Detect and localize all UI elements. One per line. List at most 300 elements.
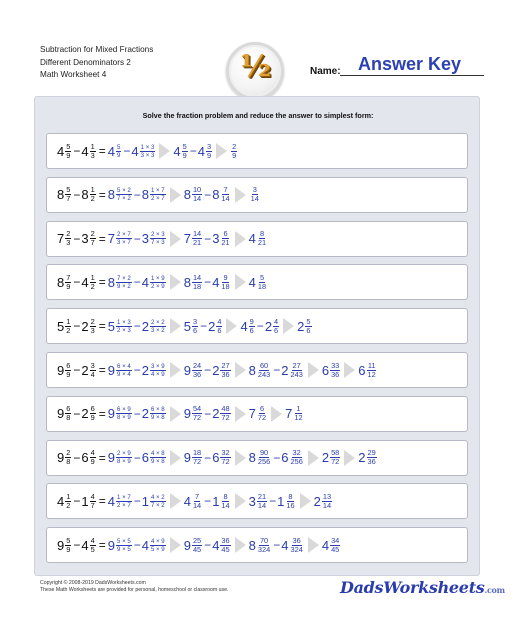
denominator: 9 × 5 [116,545,131,553]
whole-part: 2 [141,318,149,334]
fraction [65,493,71,510]
minus-sign: − [133,494,141,509]
whole-part: 4 [173,143,181,159]
equals-sign: = [98,363,106,377]
mixed-number [212,405,231,422]
whole-part: 7 [107,231,115,247]
whole-part: 9 [183,537,191,553]
numerator: 1 × 9 [150,274,165,282]
numerator: 25 [192,535,202,545]
answer-step [322,537,341,554]
equals-sign: = [98,319,106,334]
whole-part: 6 [358,362,366,378]
worksheet-subtitle: Different Denominators 2 [40,57,131,67]
subtraction-step [184,493,232,510]
whole-part: 3 [141,231,149,247]
fraction [220,274,230,291]
minus-sign: − [133,231,141,246]
arrow-right-icon [271,406,282,422]
numerator: 3 [252,185,257,195]
mixed-number [108,275,133,290]
arrow-right-icon [170,493,181,509]
fraction [231,143,237,160]
common-denominator-step [108,144,157,159]
denominator: 3 [90,150,95,160]
whole-part: 2 [313,493,321,509]
mixed-number [184,230,203,247]
denominator: 18 [221,281,230,291]
whole-part: 4 [183,493,191,509]
whole-part: 8 [212,187,220,203]
numerator: 6 [66,360,71,370]
denominator: 45 [331,544,340,554]
arrow-right-icon [235,274,246,290]
equals-sign: = [98,538,106,553]
whole-part: 6 [321,362,330,378]
mixed-number [142,538,167,553]
numerator: 3 × 9 [150,362,165,370]
whole-part: 7 [57,231,65,247]
denominator: 324 [257,544,271,554]
numerator: 6 [90,404,95,414]
whole-part: 7 [285,406,293,422]
arrow-right-icon [170,450,181,466]
arrow-right-icon [159,143,170,159]
numerator: 2 × 3 [150,231,165,239]
mixed-number [184,493,203,510]
numerator: 14 [192,229,202,239]
denominator: 2 × 3 [116,326,131,334]
dadsworksheets-logo [340,578,505,597]
denominator: 45 [221,544,230,554]
numerator: 2 × 2 [150,318,165,326]
minus-sign: − [204,275,212,290]
common-denominator-step [108,231,167,246]
whole-part: 2 [264,318,273,334]
answer-step [297,318,312,335]
numerator: 24 [192,360,202,370]
fraction [192,405,202,422]
whole-part: 4 [321,537,330,553]
denominator: 3 × 2 [150,326,165,334]
denominator: 9 [90,413,95,423]
whole-part: 7 [248,406,256,422]
problem-question [57,493,108,510]
mixed-number [198,143,213,160]
minus-sign: − [73,406,81,421]
problem-row [46,527,468,563]
arrow-right-icon [170,406,181,422]
numerator: 5 [182,141,187,151]
numerator: 5 × 2 [116,187,131,195]
denominator: 8 [66,457,71,467]
fraction [192,274,202,291]
numerator: 2 × 9 [116,450,131,458]
mixed-number [108,406,133,421]
whole-part: 4 [141,274,149,290]
mixed-number [212,186,231,203]
denominator: 243 [257,369,271,379]
arrow-right-icon [308,537,319,553]
whole-part: 8 [141,187,149,203]
fraction [116,319,132,334]
whole-part: 8 [107,274,115,290]
subtraction-step [249,449,305,466]
fraction [65,449,71,466]
denominator: 72 [331,457,340,467]
denominator: 256 [257,457,271,467]
numerator: 7 [194,491,200,501]
minus-sign: − [273,363,281,377]
numerator: 32 [292,448,301,458]
denominator: 72 [221,413,230,423]
whole-part: 9 [107,406,115,422]
arrow-right-icon [235,231,246,247]
subtraction-step [184,318,224,335]
numerator: 6 × 9 [116,406,131,414]
arrow-right-icon [170,362,181,378]
denominator: 21 [257,238,267,248]
fraction [257,537,271,554]
subtraction-step [184,362,232,379]
whole-part: 6 [212,450,220,466]
mixed-number [108,450,133,465]
whole-part: 4 [240,318,248,334]
fraction [150,231,166,246]
mixed-number [322,362,341,379]
whole-part: 1 [212,493,220,509]
numerator: 11 [367,360,376,370]
problem-question [57,230,108,247]
mixed-number [208,318,223,335]
mixed-number [230,143,238,160]
denominator: 16 [286,500,295,510]
answer-step [249,230,268,247]
fraction [220,449,230,466]
mixed-number [108,187,133,202]
mixed-number [142,406,167,421]
whole-part: 4 [57,143,65,159]
mixed-number [281,537,305,554]
fraction [116,538,132,553]
denominator: 72 [221,457,230,467]
fraction [220,405,230,422]
numerator: 4 × 8 [150,450,165,458]
denominator: 9 [232,150,237,160]
mixed-number [108,494,133,509]
mixed-number [249,230,268,247]
numerator: 36 [221,535,230,545]
mixed-number [108,538,133,553]
whole-part: 4 [107,143,115,159]
arrow-right-icon [170,274,181,290]
problems-panel [34,96,480,576]
denominator: 5 [90,544,95,554]
whole-part: 8 [107,187,115,203]
arrow-right-icon [283,318,294,334]
usage-line: These Math Worksheets are provided for personal, homeschool or classroom use. [40,587,229,593]
whole-part: 5 [107,318,115,334]
denominator: 7 [90,500,95,510]
numerator: 3 [192,316,198,326]
numerator: 6 [223,229,228,239]
arrow-right-icon [170,318,181,334]
instruction-text: Solve the fraction problem and reduce the answer to simplest form: [142,111,374,120]
whole-part: 5 [183,318,191,334]
denominator: 9 [66,150,71,160]
whole-part: 3 [81,231,89,247]
minus-sign: − [73,538,81,553]
numerator: 4 × 9 [150,537,165,545]
numerator: 18 [192,448,202,458]
denominator: 4 × 9 [150,370,165,378]
answer-step [249,405,268,422]
common-denominator-step [108,363,167,378]
mixed-number [81,493,96,510]
fraction [273,318,279,335]
minus-sign: − [204,187,212,202]
denominator: 2 [90,194,95,204]
fraction [367,449,377,466]
minus-sign: − [273,450,281,465]
mixed-number [184,405,203,422]
denominator: 18 [192,281,202,291]
whole-part: 8 [248,450,256,466]
denominator: 9 [66,369,71,379]
fraction [150,406,166,421]
mixed-number [322,537,341,554]
common-denominator-step [108,494,167,509]
mixed-number [57,362,72,379]
numerator: 2 [66,229,71,239]
problem-row [46,352,468,388]
denominator: 2 × 7 [150,195,165,203]
minus-sign: − [73,494,81,509]
minus-sign: − [133,450,141,465]
whole-part: 2 [297,318,305,334]
numerator: 5 × 5 [116,537,131,545]
footer-copyright [40,580,228,594]
fraction [192,537,202,554]
fraction [90,537,96,554]
fraction [150,275,166,290]
mixed-number [322,449,341,466]
mixed-number [142,450,167,465]
fraction [90,493,96,510]
mixed-number [81,537,96,554]
numerator: 7 [223,185,228,195]
numerator: 6 × 8 [150,406,165,414]
arrow-right-icon [170,231,181,247]
denominator: 4 [90,369,95,379]
denominator: 36 [331,369,340,379]
fraction [257,405,267,422]
whole-part: 4 [131,143,139,159]
minus-sign: − [73,319,81,334]
fraction [90,449,96,466]
fraction [249,318,255,335]
mixed-number [57,143,72,160]
denominator: 18 [257,281,267,291]
problem-question [57,449,108,466]
whole-part: 9 [107,362,115,378]
problem-question [57,405,108,422]
fraction [90,143,96,160]
minus-sign: − [204,363,212,377]
whole-part: 2 [81,318,89,334]
numerator: 9 [249,316,254,326]
common-denominator-step [108,319,167,334]
numerator: 5 [306,316,311,326]
whole-part: 8 [248,537,256,553]
mixed-number [142,319,167,334]
mixed-number [249,405,268,422]
problem-question [57,318,108,335]
common-denominator-step [108,538,167,553]
denominator: 3 [66,238,71,248]
minus-sign: − [73,275,81,290]
mixed-number [81,405,96,422]
problem-question [57,186,108,203]
mixed-number [184,449,203,466]
denominator: 9 [66,281,71,291]
whole-part: 7 [183,231,191,247]
denominator: 7 [66,194,71,204]
arrow-right-icon [216,143,227,159]
minus-sign: − [73,450,81,465]
mixed-number [142,275,167,290]
minus-sign: − [73,187,81,202]
denominator: 14 [257,500,267,510]
numerator: 1 [90,141,95,151]
mixed-number [108,231,133,246]
mixed-number [57,186,72,203]
mixed-number [142,494,167,509]
numerator: 2 [90,316,95,326]
denominator: 72 [257,413,267,423]
fraction [116,494,132,509]
numerator: 33 [331,360,340,370]
mixed-number [81,449,96,466]
fraction [116,450,132,465]
whole-part: 2 [281,362,289,378]
whole-part: 8 [81,187,89,203]
fraction [65,318,71,335]
mixed-number [81,274,96,291]
numerator: 3 [90,360,95,370]
fraction [330,449,340,466]
numerator: 5 [66,535,71,545]
fraction [293,405,303,422]
mixed-number [142,363,167,378]
denominator: 243 [290,369,303,379]
fraction [220,362,230,379]
mixed-number [240,318,255,335]
denominator: 21 [221,238,230,248]
mixed-number [249,493,268,510]
whole-part: 9 [183,362,191,378]
numerator: 1 [66,316,71,326]
fraction [220,537,230,554]
name-line [340,75,484,76]
numerator: 13 [322,491,332,501]
denominator: 6 [306,325,311,335]
numerator: 27 [292,360,301,370]
numerator: 29 [367,448,376,458]
minus-sign: − [73,231,81,246]
numerator: 1 [90,185,95,195]
mixed-number [212,230,231,247]
mixed-number [57,493,72,510]
fraction [289,449,303,466]
whole-part: 4 [248,231,256,247]
denominator: 72 [192,457,202,467]
mixed-number [281,362,305,379]
numerator: 10 [192,185,202,195]
fraction [192,318,198,335]
copyright-line: Copyright © 2008-2019 DadsWorksheets.com [40,580,146,586]
mixed-number [184,274,203,291]
whole-part: 8 [183,274,191,290]
fraction [150,187,166,202]
whole-part: 3 [212,231,220,247]
answer-step [314,493,333,510]
logo-suffix-text: .com [484,585,505,595]
equals-sign: = [98,406,106,421]
denominator: 12 [294,413,303,423]
subtraction-step [173,143,213,160]
arrow-right-icon [235,450,246,466]
arrow-right-icon [235,537,246,553]
denominator: 9 [206,150,212,160]
fraction [250,186,260,203]
denominator: 6 [217,325,222,335]
fraction [289,362,303,379]
fraction [116,406,132,421]
problem-row [46,396,468,432]
minus-sign: − [133,363,141,377]
whole-part: 9 [57,406,65,422]
denominator: 8 × 9 [116,458,131,466]
mixed-number [249,362,273,379]
denominator: 8 [66,413,71,423]
answer-step [358,449,377,466]
whole-part: 4 [141,537,149,553]
whole-part: 3 [248,493,256,509]
minus-sign: − [204,231,212,246]
denominator: 324 [290,544,303,554]
numerator: 1 × 7 [116,493,131,501]
fraction [257,449,271,466]
numerator: 4 [90,491,95,501]
denominator: 9 × 8 [150,414,165,422]
mixed-number [81,318,96,335]
arrow-right-icon [344,362,355,378]
problem-row [46,440,468,476]
logo-main-text: DadsWorksheets [340,578,485,597]
arrow-right-icon [235,406,246,422]
arrow-right-icon [226,318,237,334]
denominator: 5 × 9 [150,545,165,553]
mixed-number [212,274,231,291]
denominator: 14 [192,500,202,510]
numerator: 90 [259,448,269,458]
denominator: 36 [367,457,376,467]
fraction [322,493,332,510]
numerator: 54 [192,404,202,414]
common-denominator-step [108,275,167,290]
fraction [192,186,202,203]
